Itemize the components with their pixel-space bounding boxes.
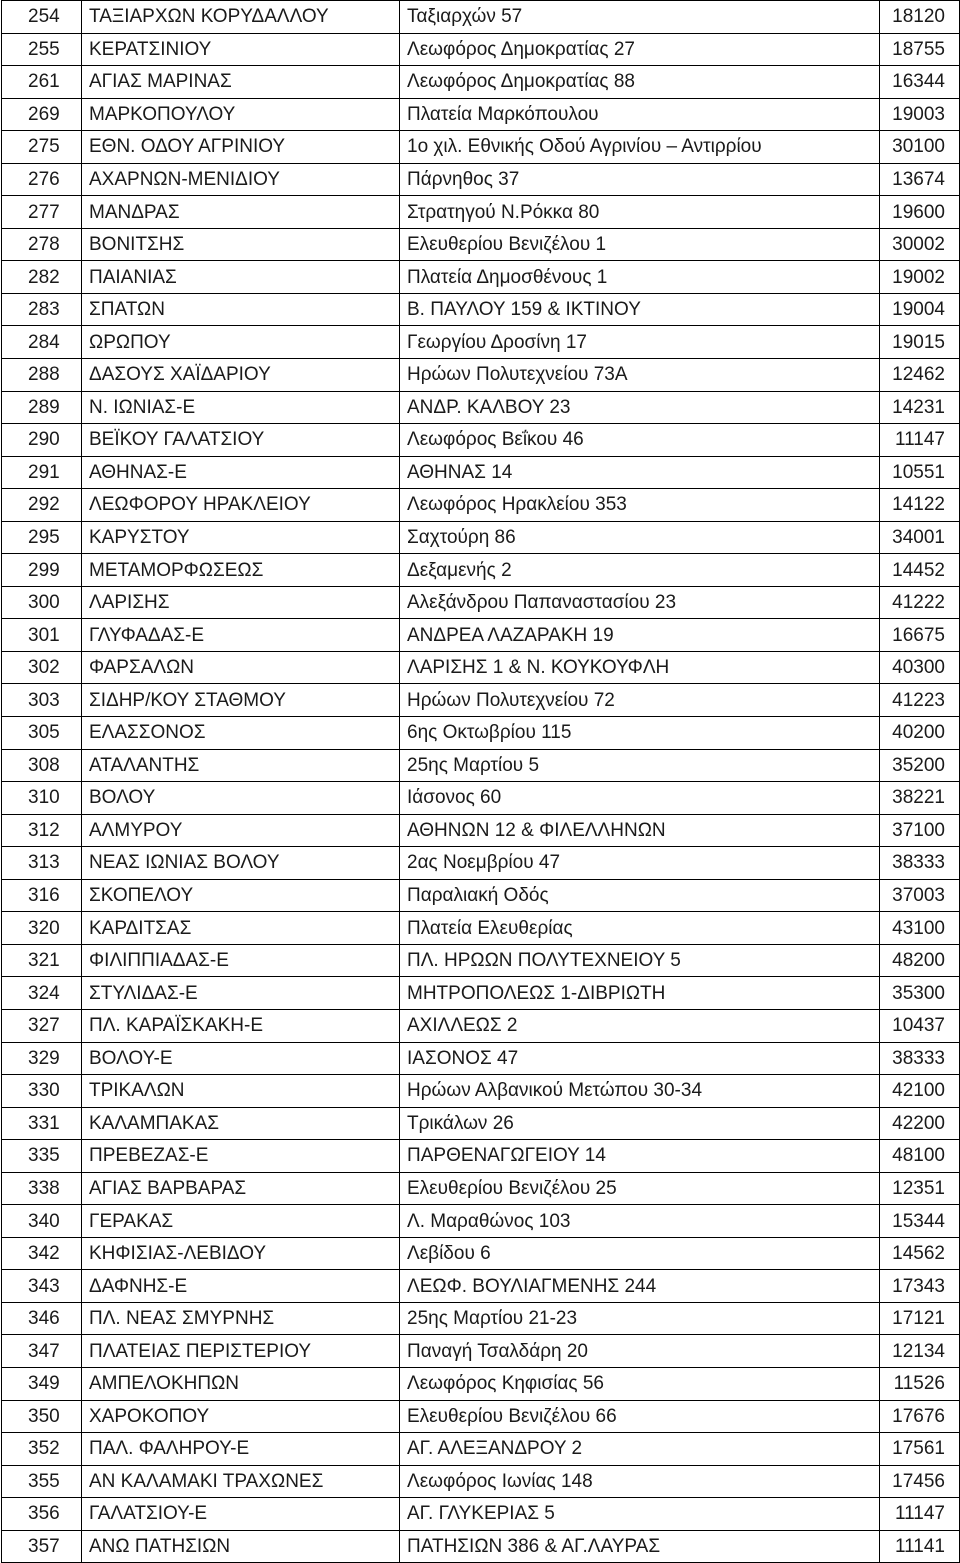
branch-address: Λεωφόρος Κηφισίας 56 [400,1367,880,1400]
branch-code: 284 [2,326,82,359]
table-row [2,293,960,326]
branch-code: 313 [2,847,82,880]
branch-name: ΚΑΛΑΜΠΑΚΑΣ [82,1107,400,1140]
branch-postal-code: 12351 [880,1172,960,1205]
branch-name: ΔΑΣΟΥΣ ΧΑΪΔΑΡΙΟΥ [82,359,400,392]
table-row [2,489,960,522]
branch-address: ΑΝΔΡΕΑ ΛΑΖΑΡΑΚΗ 19 [400,619,880,652]
branch-address: Ελευθερίου Βενιζέλου 1 [400,228,880,261]
branch-address: Τρικάλων 26 [400,1107,880,1140]
branch-name: ΧΑΡΟΚΟΠΟΥ [82,1400,400,1433]
branch-postal-code: 17343 [880,1270,960,1303]
branch-address: ΜΗΤΡΟΠΟΛΕΩΣ 1-ΔΙΒΡΙΩΤΗ [400,977,880,1010]
table-row [2,98,960,131]
branch-code: 330 [2,1075,82,1108]
branch-address: Πλατεία Δημοσθένους 1 [400,261,880,294]
branch-address: Λεωφόρος Ιωνίας 148 [400,1465,880,1498]
branch-address: Πλατεία Ελευθερίας [400,912,880,945]
branch-address: Ηρώων Αλβανικού Μετώπου 30-34 [400,1075,880,1108]
table-row [2,1009,960,1042]
branch-code: 289 [2,391,82,424]
branch-name: ΒΟΛΟΥ-Ε [82,1042,400,1075]
branch-address: 2ας Νοεμβρίου 47 [400,847,880,880]
table-row [2,1367,960,1400]
table-row [2,717,960,750]
branch-address: Ηρώων Πολυτεχνείου 73Α [400,359,880,392]
branch-postal-code: 14231 [880,391,960,424]
branch-postal-code: 11147 [880,424,960,457]
branch-name: ΒΟΝΙΤΣΗΣ [82,228,400,261]
branch-name: ΓΕΡΑΚΑΣ [82,1205,400,1238]
branch-name: ΑΛΜΥΡΟΥ [82,814,400,847]
table-row [2,456,960,489]
branch-table-body [2,1,960,1563]
branch-postal-code: 17121 [880,1302,960,1335]
branch-postal-code: 19015 [880,326,960,359]
branch-address: 1ο χιλ. Εθνικής Οδού Αγρινίου – Αντιρρίου [400,131,880,164]
branch-name: ΕΘΝ. ΟΔΟΥ ΑΓΡΙΝΙΟΥ [82,131,400,164]
table-row [2,814,960,847]
branch-name: ΓΛΥΦΑΔΑΣ-Ε [82,619,400,652]
branch-postal-code: 14452 [880,554,960,587]
table-row [2,879,960,912]
branch-postal-code: 38333 [880,847,960,880]
branch-code: 312 [2,814,82,847]
branch-postal-code: 17561 [880,1433,960,1466]
branch-postal-code: 11141 [880,1530,960,1563]
branch-name: ΠΡΕΒΕΖΑΣ-Ε [82,1140,400,1173]
branch-code: 346 [2,1302,82,1335]
table-row [2,1335,960,1368]
branch-postal-code: 10551 [880,456,960,489]
branch-name: ΜΑΝΔΡΑΣ [82,196,400,229]
branch-address: Γεωργίου Δροσίνη 17 [400,326,880,359]
branch-address: 25ης Μαρτίου 5 [400,749,880,782]
branch-code: 305 [2,717,82,750]
branch-code: 342 [2,1237,82,1270]
branch-name: ΣΙΔΗΡ/ΚΟΥ ΣΤΑΘΜΟΥ [82,684,400,717]
branch-postal-code: 34001 [880,521,960,554]
branch-postal-code: 11147 [880,1498,960,1531]
table-row [2,651,960,684]
table-row [2,1075,960,1108]
branch-code: 321 [2,944,82,977]
branch-name: ΑΝΩ ΠΑΤΗΣΙΩΝ [82,1530,400,1563]
branch-code: 276 [2,163,82,196]
branch-address: ΑΓ. ΑΛΕΞΑΝΔΡΟΥ 2 [400,1433,880,1466]
branch-address: 6ης Οκτωβρίου 115 [400,717,880,750]
branch-code: 343 [2,1270,82,1303]
branch-address: Λ. Μαραθώνος 103 [400,1205,880,1238]
branch-code: 308 [2,749,82,782]
branch-address: Λεωφόρος Δημοκρατίας 88 [400,66,880,99]
branch-address: ΑΓ. ΓΛΥΚΕΡΙΑΣ 5 [400,1498,880,1531]
branch-code: 316 [2,879,82,912]
table-row [2,1302,960,1335]
table-row [2,33,960,66]
branch-address: ΑΧΙΛΛΕΩΣ 2 [400,1009,880,1042]
branch-postal-code: 38333 [880,1042,960,1075]
branch-name: ΝΕΑΣ ΙΩΝΙΑΣ ΒΟΛΟΥ [82,847,400,880]
table-row [2,586,960,619]
branch-name: ΚΗΦΙΣΙΑΣ-ΛΕΒΙΔΟΥ [82,1237,400,1270]
branch-postal-code: 42200 [880,1107,960,1140]
branch-code: 327 [2,1009,82,1042]
branch-postal-code: 18120 [880,1,960,34]
branch-code: 295 [2,521,82,554]
table-row [2,261,960,294]
branch-postal-code: 12134 [880,1335,960,1368]
branch-name: Ν. ΙΩΝΙΑΣ-Ε [82,391,400,424]
table-row [2,228,960,261]
branch-code: 331 [2,1107,82,1140]
branch-name: ΦΙΛΙΠΠΙΑΔΑΣ-Ε [82,944,400,977]
branch-address: Αλεξάνδρου Παπαναστασίου 23 [400,586,880,619]
table-row [2,684,960,717]
table-row [2,1433,960,1466]
branch-name: ΛΑΡΙΣΗΣ [82,586,400,619]
branch-code: 299 [2,554,82,587]
branch-postal-code: 13674 [880,163,960,196]
branch-address: Λεωφόρος Δημοκρατίας 27 [400,33,880,66]
branch-name: ΑΝ ΚΑΛΑΜΑΚΙ ΤΡΑΧΩΝΕΣ [82,1465,400,1498]
branch-code: 288 [2,359,82,392]
branch-code: 283 [2,293,82,326]
branch-postal-code: 19600 [880,196,960,229]
branch-name: ΑΓΙΑΣ ΒΑΡΒΑΡΑΣ [82,1172,400,1205]
table-row [2,554,960,587]
branch-postal-code: 14562 [880,1237,960,1270]
branch-postal-code: 43100 [880,912,960,945]
branch-address: ΠΑΤΗΣΙΩΝ 386 & ΑΓ.ΛΑΥΡΑΣ [400,1530,880,1563]
branch-code: 349 [2,1367,82,1400]
branch-address: Λεωφόρος Ηρακλείου 353 [400,489,880,522]
branch-postal-code: 19003 [880,98,960,131]
branch-address: ΠΑΡΘΕΝΑΓΩΓΕΙΟΥ 14 [400,1140,880,1173]
table-row [2,359,960,392]
branch-address: Ελευθερίου Βενιζέλου 25 [400,1172,880,1205]
table-row [2,196,960,229]
branch-address: ΛΑΡΙΣΗΣ 1 & Ν. ΚΟΥΚΟΥΦΛΗ [400,651,880,684]
branch-name: ΠΛ. ΝΕΑΣ ΣΜΥΡΝΗΣ [82,1302,400,1335]
branch-postal-code: 19004 [880,293,960,326]
branch-name: ΜΑΡΚΟΠΟΥΛΟΥ [82,98,400,131]
table-row [2,1270,960,1303]
branch-address: Ιάσονος 60 [400,782,880,815]
branch-code: 292 [2,489,82,522]
branch-postal-code: 30002 [880,228,960,261]
table-row [2,1498,960,1531]
branch-code: 320 [2,912,82,945]
branch-name: ΓΑΛΑΤΣΙΟΥ-Ε [82,1498,400,1531]
branch-postal-code: 19002 [880,261,960,294]
branch-postal-code: 16344 [880,66,960,99]
table-row [2,1172,960,1205]
branch-code: 357 [2,1530,82,1563]
branch-address: Παραλιακή Οδός [400,879,880,912]
table-row [2,1465,960,1498]
branch-postal-code: 38221 [880,782,960,815]
branch-code: 282 [2,261,82,294]
branch-address: Στρατηγού Ν.Ρόκκα 80 [400,196,880,229]
branch-postal-code: 42100 [880,1075,960,1108]
table-row [2,1237,960,1270]
table-row [2,782,960,815]
branch-postal-code: 37100 [880,814,960,847]
branch-postal-code: 11526 [880,1367,960,1400]
branch-name: ΛΕΩΦΟΡΟΥ ΗΡΑΚΛΕΙΟΥ [82,489,400,522]
table-row [2,749,960,782]
branch-code: 352 [2,1433,82,1466]
table-row [2,326,960,359]
branch-name: ΠΛ. ΚΑΡΑΪΣΚΑΚΗ-Ε [82,1009,400,1042]
branch-postal-code: 30100 [880,131,960,164]
branch-address: Ηρώων Πολυτεχνείου 72 [400,684,880,717]
branch-postal-code: 16675 [880,619,960,652]
branch-name: ΤΡΙΚΑΛΩΝ [82,1075,400,1108]
branch-code: 254 [2,1,82,34]
branch-code: 350 [2,1400,82,1433]
branch-name: ΣΚΟΠΕΛΟΥ [82,879,400,912]
branch-code: 277 [2,196,82,229]
branch-code: 261 [2,66,82,99]
branch-code: 301 [2,619,82,652]
branch-code: 335 [2,1140,82,1173]
branch-name: ΚΑΡΥΣΤΟΥ [82,521,400,554]
table-row [2,424,960,457]
branch-postal-code: 35200 [880,749,960,782]
branch-name: ΑΤΑΛΑΝΤΗΣ [82,749,400,782]
branch-address: Λεωφόρος Βεΐκου 46 [400,424,880,457]
branch-code: 356 [2,1498,82,1531]
branch-name: ΑΧΑΡΝΩΝ-ΜΕΝΙΔΙΟΥ [82,163,400,196]
branch-address: ΑΘΗΝΑΣ 14 [400,456,880,489]
branch-name: ΠΛΑΤΕΙΑΣ ΠΕΡΙΣΤΕΡΙΟΥ [82,1335,400,1368]
table-row [2,1042,960,1075]
branch-address: Πάρνηθος 37 [400,163,880,196]
branch-name: ΦΑΡΣΑΛΩΝ [82,651,400,684]
branch-name: ΔΑΦΝΗΣ-Ε [82,1270,400,1303]
branch-postal-code: 41223 [880,684,960,717]
branch-name: ΑΜΠΕΛΟΚΗΠΩΝ [82,1367,400,1400]
branch-postal-code: 12462 [880,359,960,392]
table-row [2,1205,960,1238]
branch-address: ΙΑΣΟΝΟΣ 47 [400,1042,880,1075]
branch-name: ΑΘΗΝΑΣ-Ε [82,456,400,489]
table-row [2,944,960,977]
branch-postal-code: 40300 [880,651,960,684]
table-row [2,131,960,164]
branch-address: ΑΘΗΝΩΝ 12 & ΦΙΛΕΛΛΗΝΩΝ [400,814,880,847]
branch-postal-code: 14122 [880,489,960,522]
branch-code: 303 [2,684,82,717]
branch-name: ΣΠΑΤΩΝ [82,293,400,326]
branch-postal-code: 15344 [880,1205,960,1238]
table-row [2,1140,960,1173]
branch-name: ΠΑΙΑΝΙΑΣ [82,261,400,294]
branch-name: ΕΛΑΣΣΟΝΟΣ [82,717,400,750]
branch-name: ΩΡΩΠΟΥ [82,326,400,359]
table-row [2,521,960,554]
branch-address: Παναγή Τσαλδάρη 20 [400,1335,880,1368]
branch-code: 324 [2,977,82,1010]
table-row [2,1,960,34]
branch-postal-code: 17676 [880,1400,960,1433]
branch-address: ΛΕΩΦ. ΒΟΥΛΙΑΓΜΕΝΗΣ 244 [400,1270,880,1303]
branch-name: ΑΓΙΑΣ ΜΑΡΙΝΑΣ [82,66,400,99]
table-row [2,163,960,196]
branch-code: 269 [2,98,82,131]
branch-address: Πλατεία Μαρκόπουλου [400,98,880,131]
branch-name: ΒΟΛΟΥ [82,782,400,815]
branch-address: Β. ΠΑΥΛΟΥ 159 & ΙΚΤΙΝΟΥ [400,293,880,326]
branch-code: 310 [2,782,82,815]
branch-name: ΚΕΡΑΤΣΙΝΙΟΥ [82,33,400,66]
branch-name: ΒΕΪΚΟΥ ΓΑΛΑΤΣΙΟΥ [82,424,400,457]
table-row [2,1400,960,1433]
branch-name: ΜΕΤΑΜΟΡΦΩΣΕΩΣ [82,554,400,587]
branch-postal-code: 18755 [880,33,960,66]
table-row [2,66,960,99]
branch-postal-code: 37003 [880,879,960,912]
branch-name: ΠΑΛ. ΦΑΛΗΡΟΥ-Ε [82,1433,400,1466]
branch-address: Ελευθερίου Βενιζέλου 66 [400,1400,880,1433]
table-row [2,977,960,1010]
branch-code: 278 [2,228,82,261]
branch-postal-code: 35300 [880,977,960,1010]
branch-code: 302 [2,651,82,684]
branch-address: Λεβίδου 6 [400,1237,880,1270]
branch-name: ΚΑΡΔΙΤΣΑΣ [82,912,400,945]
branch-table [1,0,960,1563]
table-row [2,847,960,880]
table-row [2,1107,960,1140]
branch-code: 329 [2,1042,82,1075]
branch-code: 290 [2,424,82,457]
branch-code: 300 [2,586,82,619]
branch-postal-code: 41222 [880,586,960,619]
branch-code: 355 [2,1465,82,1498]
branch-code: 340 [2,1205,82,1238]
branch-postal-code: 10437 [880,1009,960,1042]
branch-code: 291 [2,456,82,489]
branch-code: 347 [2,1335,82,1368]
branch-code: 255 [2,33,82,66]
branch-address: 25ης Μαρτίου 21-23 [400,1302,880,1335]
branch-address: Δεξαμενής 2 [400,554,880,587]
branch-code: 275 [2,131,82,164]
table-row [2,912,960,945]
branch-postal-code: 17456 [880,1465,960,1498]
branch-address: ΑΝΔΡ. ΚΑΛΒΟΥ 23 [400,391,880,424]
branch-name: ΣΤΥΛΙΔΑΣ-Ε [82,977,400,1010]
table-row [2,391,960,424]
branch-name: ΤΑΞΙΑΡΧΩΝ ΚΟΡΥΔΑΛΛΟΥ [82,1,400,34]
branch-postal-code: 48200 [880,944,960,977]
branch-address: ΠΛ. ΗΡΩΩΝ ΠΟΛΥΤΕΧΝΕΙΟΥ 5 [400,944,880,977]
branch-postal-code: 48100 [880,1140,960,1173]
branch-address: Ταξιαρχών 57 [400,1,880,34]
table-row [2,619,960,652]
branch-address: Σαχτούρη 86 [400,521,880,554]
branch-code: 338 [2,1172,82,1205]
branch-postal-code: 40200 [880,717,960,750]
